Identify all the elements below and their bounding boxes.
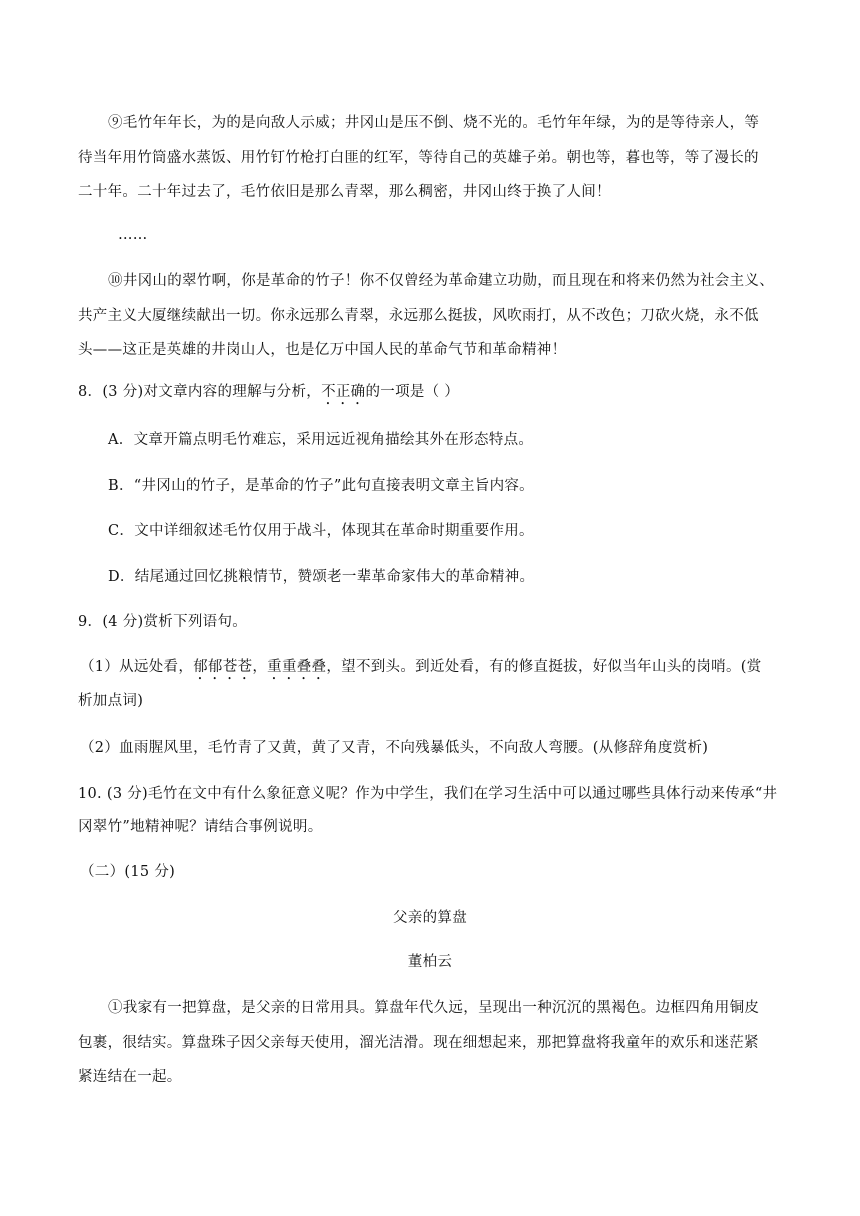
paragraph-10-line-2: 共产主义大厦继续献出一切。你永远那么青翠，永远那么挺拔，风吹雨打，从不改色；刀砍火烧，永不低 [78,308,759,324]
question-8-stem [78,380,459,408]
q9-s1-part-c: ，望不到头。到近处看，有的修直挺拔，好似当年山头的岗哨。(赏 [326,659,762,675]
article-paragraph-1-line-2: 包裹，很结实。算盘珠子因父亲每天使用，溜光洁滑。现在细想起来，那把算盘将我童年的欢乐和迷茫紧 [78,1035,759,1051]
q9-sentence-2: （2）血雨腥风里，毛竹青了又黄，黄了又青，不向残暴低头，不向敌人弯腰。(从修辞角度赏析) [80,740,709,756]
q8-option-a: A．文章开篇点明毛竹难忘，采用远近视角描绘其外在形态特点。 [108,432,534,448]
paragraph-9-line-3: 二十年。二十年过去了，毛竹依旧是那么青翠，那么稠密，井冈山终于换了人间！ [78,184,611,200]
article-paragraph-1-line-1: ①我家有一把算盘，是父亲的日常用具。算盘年代久远，呈现出一种沉沉的黑褐色。边框四角用铜皮 [108,1000,760,1016]
ellipsis: …… [118,227,148,243]
article-author: 董柏云 [407,954,453,970]
q9-s1-emph-2: 重重叠叠 [267,659,327,675]
paragraph-9-line-2: 待当年用竹筒盛水蒸饭、用竹钉竹枪打白匪的红军，等待自己的英雄子弟。朝也等，暮也等，等了漫长的 [78,150,759,166]
paragraph-10-line-3: 头——这正是英雄的井岗山人，也是亿万中国人民的革命气节和革命精神！ [78,342,567,358]
article-title: 父亲的算盘 [393,910,467,926]
q8-option-b: B．“井冈山的竹子，是革命的竹子”此句直接表明文章主旨内容。 [108,478,534,494]
q8-option-c: C．文中详细叙述毛竹仅用于战斗，体现其在革命时期重要作用。 [108,523,534,539]
q9-sentence-1 [80,655,762,683]
q8-prefix: 8．(3 分)对文章内容的理解与分析， [78,384,322,400]
question-10-line-2: 冈翠竹”地精神呢？请结合事例说明。 [78,819,323,835]
article-paragraph-1-line-3: 紧连结在一起。 [78,1069,182,1085]
q9-s1-part-b: ， [252,659,268,675]
question-10-line-1: 10. (3 分)毛竹在文中有什么象征意义呢？作为中学生，我们在学习生活中可以通过哪些具体行动来传承“井 [78,786,778,802]
q8-emphasis: 不正确 [321,384,366,400]
paragraph-10-line-1: ⑩井冈山的翠竹啊，你是革命的竹子！你不仅曾经为革命建立功勋，而且现在和将来仍然为社会主义、 [108,273,774,289]
q8-suffix: 的一项是（ ） [365,384,460,400]
q8-option-d: D．结尾通过回忆挑粮情节，赞颂老一辈革命家伟大的革命精神。 [108,569,535,585]
question-9-stem: 9．(4 分)赏析下列语句。 [78,614,248,630]
q9-sentence-1-cont: 析加点词) [78,693,144,709]
paragraph-9-line-1: ⑨毛竹年年长，为的是向敌人示威；井冈山是压不倒、烧不光的。毛竹年年绿，为的是等待亲人，等 [108,115,760,131]
q9-s1-emph-1: 郁郁苍苍 [193,659,253,675]
q9-s1-part-a: （1）从远处看， [80,659,194,675]
section-2-header: （二）(15 分) [80,864,176,880]
